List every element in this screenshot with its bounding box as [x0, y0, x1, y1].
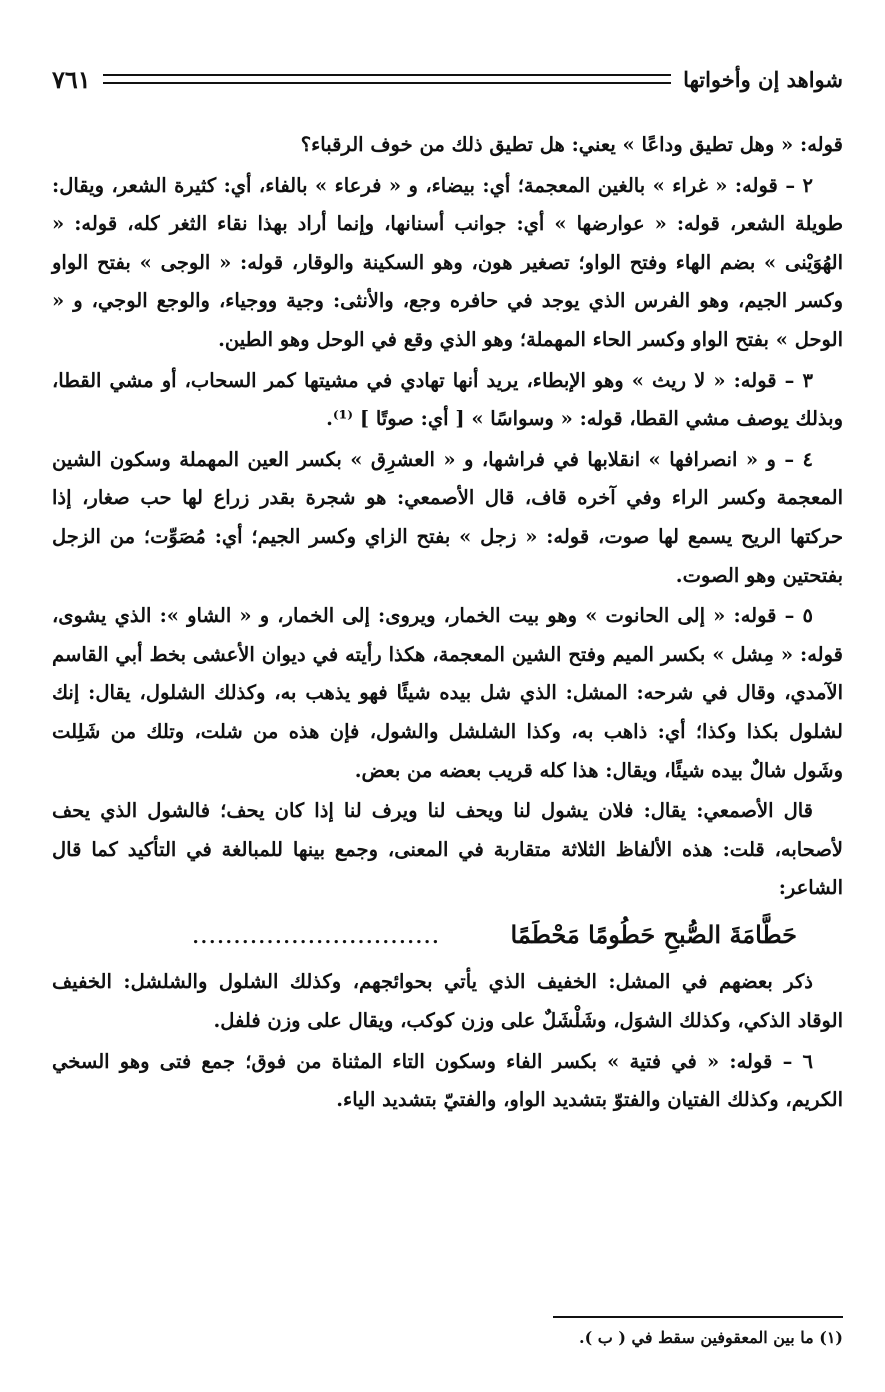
main-text	[52, 126, 843, 1122]
paragraph: ٣ – قوله: « لا ريث » وهو الإبطاء، يريد أنها تهادي في مشيتها كمر السحاب، أو مشي القطا، وبذلك يوصف مشي القطا، قوله: « وسواسًا » [ أي: صوتًا ] ⁽¹⁾.	[52, 368, 843, 431]
paragraph: قال الأصمعي: يقال: فلان يشول لنا ويحف لنا ويرف لنا إذا كان يحف؛ فالشول الذي يحف لأصحابه، قلت: هذه الألفاظ الثلاثة متقاربة في المعنى، وجمع بينها للمبالغة في التأكيد كما قال الشاعر:	[52, 799, 843, 900]
paragraph: ٤ – و « انصرافها » انقلابها في فراشها، و « العشرِق » بكسر العين المهملة وسكون الشين المعجمة وكسر الراء وفي آخره قاف، قال الأصمعي: هو شجرة بقدر زراع لها حب صغار، إذا حركتها الريح يسمع لها صوت، قوله: « زجل » بفتح الزاي وكسر الجيم؛ أي: مُصَوِّت؛ من الزجل بفتحتين وهو الصوت.	[52, 447, 843, 587]
verse-ellipsis: ..............................	[192, 926, 441, 948]
header-double-rule	[103, 74, 672, 84]
running-title: شواهد إن وأخواتها	[683, 66, 843, 92]
running-header	[52, 62, 843, 96]
footnote: (١) ما بين المعقوفين سقط في ( ب ).	[579, 1328, 843, 1347]
footnote-separator	[553, 1316, 843, 1318]
page-number: ٧٦١	[52, 64, 91, 94]
paragraph: ذكر بعضهم في المشل: الخفيف الذي يأتي بحوائجهم، وكذلك الشلول والشلشل: الخفيف الوقاد الذكي، وكذلك الشوَل، وشَلْشَلٌ على وزن كوكب، ويقال على وزن فلفل.	[52, 970, 843, 1033]
paragraph: ٢ – قوله: « غراء » بالغين المعجمة؛ أي: بيضاء، و « فرعاء » بالفاء، أي: كثيرة الشعر، ويقال: طويلة الشعر، قوله: « عوارضها » أي: جوانب أسنانها، وإنما أراد بهذا نقاء الثغر كله، قوله: « الهُوَيْنى » بضم الهاء وفتح الواو؛ تصغير هون، وهو السكينة والوقار، قوله: « الوجى » بفتح الواو وكسر الجيم، وهو الفرس الذي يوجد في حافره وجع، والأنثى: وجية ووجياء، والوجع الوجي، و « الوحل » بفتح الواو وكسر الحاء المهملة؛ وهو الذي وقع في الوحل وهو الطين.	[52, 173, 843, 351]
book-page	[52, 0, 843, 1392]
poetry-verse	[52, 916, 843, 958]
paragraph: قوله: « وهل تطيق وداعًا » يعني: هل تطيق ذلك من خوف الرقباء؟	[300, 133, 843, 156]
verse-hemistich: حَطَّامَةَ الصُّبحِ حَطُومًا مَحْطَمًا	[510, 919, 797, 949]
paragraph: ٦ – قوله: « في فتية » بكسر الفاء وسكون التاء المثناة من فوق؛ جمع فتى وهو السخي الكريم، وكذلك الفتيان والفتوّ بتشديد الواو، والفتيّ بتشديد الياء.	[52, 1049, 843, 1112]
paragraph: ٥ – قوله: « إلى الحانوت » وهو بيت الخمار، ويروى: إلى الخمار، و « الشاو »: الذي يشوى، قوله: « مِشل » بكسر الميم وفتح الشين المعجمة، هكذا رأيته في ديوان الأعشى بخط أبي القاسم الآمدي، وقال في شرحه: المشل: الذي شل بيده شيئًا فهو يذهب به، وكذلك الشلول، يقال: إنك لشلول بكذا وكذا؛ أي: ذاهب به، وكذا الشلشل والشول، فإن هذه من شلت، وتلك من شَلِلت وشَول شالٌ بيده شيئًا، ويقال: هذا كله قريب بعضه من بعض.	[52, 604, 843, 782]
